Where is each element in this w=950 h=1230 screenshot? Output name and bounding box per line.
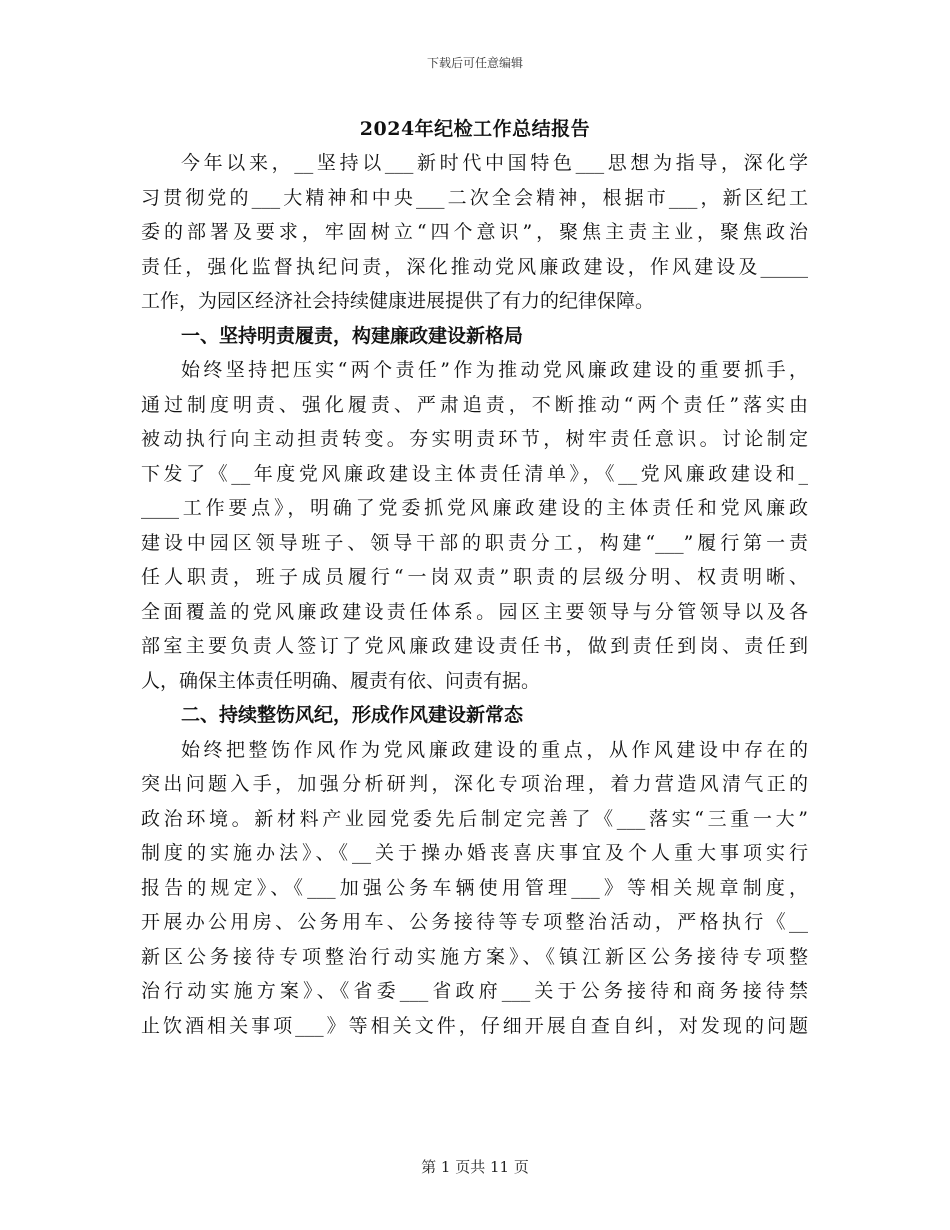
paragraph-line: 工作，为园区经济社会持续健康进展提供了有力的纪律保障。 xyxy=(141,290,655,312)
paragraph-line: 被动执行向主动担责转变。夯实明责环节，树牢责任意识。讨论制定 xyxy=(141,428,808,450)
document-body xyxy=(141,146,808,1043)
paragraph-line: ____工作要点》，明确了党委抓党风廉政建设的主体责任和党风廉政 xyxy=(141,497,808,519)
paragraph-line: 开展办公用房、公务用车、公务接待等专项整治活动，严格执行《__ xyxy=(141,911,808,933)
paragraph-line: 报告的规定》、《___加强公务车辆使用管理___》等相关规章制度， xyxy=(141,876,808,899)
paragraph-line: 今年以来，__坚持以___新时代中国特色___思想为指导，深化学 xyxy=(181,152,808,174)
paragraph-line: 始终把整饬作风作为党风廉政建设的重点，从作风建设中存在的 xyxy=(181,738,808,761)
paragraph-line: 责任，强化监督执纪问责，深化推动党风廉政建设，作风建设及_____ xyxy=(141,255,808,278)
page-footer: 第 1 页共 11 页 xyxy=(421,1158,529,1176)
paragraph-line: 习贯彻党的___大精神和中央___二次全会精神，根据市___，新区纪工 xyxy=(141,186,808,209)
paragraph-line: 人，确保主体责任明确、履责有依、问责有据。 xyxy=(141,669,541,692)
paragraph-line: 突出问题入手，加强分析研判，深化专项治理，着力营造风清气正的 xyxy=(141,773,808,795)
paragraph-line: 始终坚持把压实“两个责任”作为推动党风廉政建设的重要抓手， xyxy=(181,359,808,381)
paragraph-line: 通过制度明责、强化履责、严肃追责，不断推动“两个责任”落实由 xyxy=(141,393,808,416)
paragraph-line: 全面覆盖的党风廉政建设责任体系。园区主要领导与分管领导以及各 xyxy=(141,600,808,623)
paragraph-line: 新区公务接待专项整治行动实施方案》、《镇江新区公务接待专项整 xyxy=(141,945,808,968)
paragraph-line: 下发了《__年度党风廉政建设主体责任清单》，《__党风廉政建设和_ xyxy=(141,462,808,485)
paragraph-line: 建设中园区领导班子、领导干部的职责分工，构建“___”履行第一责 xyxy=(141,531,808,554)
paragraph-line: 止饮酒相关事项___》等相关文件，仔细开展自查自纠，对发现的问题 xyxy=(141,1014,808,1037)
section-heading-1: 一、坚持明责履责，构建廉政建设新格局 xyxy=(181,324,524,347)
paragraph-line: 部室主要负责人签订了党风廉政建设责任书，做到责任到岗、责任到 xyxy=(141,635,808,657)
paragraph-line: 任人职责，班子成员履行“一岗双责”职责的层级分明、权责明晰、 xyxy=(141,566,808,588)
paragraph-line: 政治环境。新材料产业园党委先后制定完善了《___落实“三重一大” xyxy=(141,807,808,830)
paragraph-line: 委的部署及要求，牢固树立“四个意识”，聚焦主责主业，聚焦政治 xyxy=(141,221,808,243)
paragraph-line: 制度的实施办法》、《__关于操办婚丧喜庆事宜及个人重大事项实行 xyxy=(141,842,808,864)
paragraph-line: 治行动实施方案》、《省委___省政府___关于公务接待和商务接待禁 xyxy=(141,980,808,1002)
page-header: 下载后可任意编辑 xyxy=(426,56,523,70)
section-heading-2: 二、持续整饬风纪，形成作风建设新常态 xyxy=(181,704,524,726)
document-title: 2024年纪检工作总结报告 xyxy=(359,118,591,140)
